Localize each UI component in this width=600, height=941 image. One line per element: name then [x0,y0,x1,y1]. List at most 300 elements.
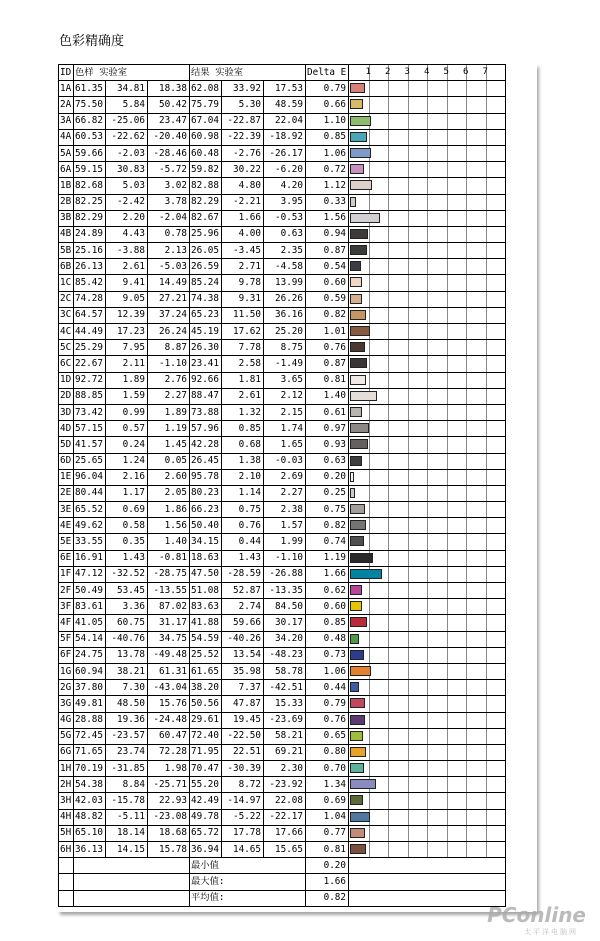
delta-e-value: 0.70 [306,761,349,777]
grid-line [408,324,409,339]
patch-id: 1A [59,81,74,97]
grid-line [486,761,487,776]
delta-e-bar [350,715,365,725]
grid-line [466,567,467,582]
delta-e-bar [350,698,365,708]
delta-e-value: 0.60 [306,599,349,615]
table-row [59,437,506,453]
grid-line [427,373,428,388]
grid-line [369,632,370,647]
delta-e-bar [350,213,380,223]
delta-e-bar [350,504,365,514]
grid-line [388,502,389,517]
sample-lab-value: 5.84 [106,97,148,113]
grid-line [388,324,389,339]
delta-e-value: 1.12 [306,178,349,194]
grid-line [486,308,487,323]
grid-line [466,259,467,274]
grid-line [369,275,370,290]
sample-lab-value: 49.81 [74,696,106,712]
sample-lab-value: 73.42 [74,404,106,420]
grid-line [427,162,428,177]
sample-lab-value: 37.24 [148,307,190,323]
sample-lab-value: -24.48 [148,712,190,728]
sample-lab-value: -1.10 [148,356,190,372]
delta-e-bar-cell [349,291,506,307]
grid-line [408,777,409,792]
grid-line [388,761,389,776]
delta-e-value: 1.04 [306,809,349,825]
grid-line [369,583,370,598]
delta-e-bar [350,795,363,805]
grid-line [408,146,409,161]
grid-line [447,227,448,242]
delta-e-value: 0.77 [306,825,349,841]
sample-lab-value: 0.78 [148,226,190,242]
grid-line [466,405,467,420]
delta-e-bar-cell [349,129,506,145]
grid-line [466,648,467,663]
delta-e-bar [350,375,366,385]
grid-line [408,114,409,129]
result-lab-value: -26.88 [264,566,306,582]
delta-e-bar-cell [349,615,506,631]
sample-lab-value: 8.84 [106,777,148,793]
grid-line [466,195,467,210]
result-lab-value: 49.78 [190,809,222,825]
grid-line [466,324,467,339]
grid-line [427,308,428,323]
sample-lab-value: 18.68 [148,825,190,841]
sample-lab-value: 60.75 [106,615,148,631]
result-lab-value: 69.21 [264,744,306,760]
grid-line [447,292,448,307]
sample-lab-value: 12.39 [106,307,148,323]
delta-e-value: 0.97 [306,421,349,437]
result-lab-value: 71.95 [190,744,222,760]
grid-line [466,421,467,436]
grid-line [486,696,487,711]
sample-lab-value: 25.29 [74,340,106,356]
result-lab-value: -6.20 [264,162,306,178]
patch-id: 2C [59,291,74,307]
grid-line [388,146,389,161]
sample-lab-value: -23.57 [106,728,148,744]
grid-line [408,292,409,307]
table-row [59,518,506,534]
grid-line [427,583,428,598]
grid-line [447,680,448,695]
grid-line [466,810,467,825]
grid-line [466,243,467,258]
sample-lab-value: 82.29 [74,210,106,226]
result-lab-value: -18.92 [264,129,306,145]
table-row [59,615,506,631]
result-lab-value: 4.80 [222,178,264,194]
patch-id: 1B [59,178,74,194]
grid-line [427,842,428,857]
grid-line [466,551,467,566]
grid-line [388,486,389,501]
grid-line [486,664,487,679]
result-lab-value: 54.59 [190,631,222,647]
table-row [59,696,506,712]
grid-line [408,518,409,533]
result-lab-value: 2.58 [222,356,264,372]
grid-line [408,486,409,501]
grid-line [486,534,487,549]
result-lab-value: 1.66 [222,210,264,226]
grid-line [466,454,467,469]
grid-line [427,486,428,501]
delta-e-bar-cell [349,550,506,566]
sample-lab-value: 74.28 [74,291,106,307]
grid-line [408,275,409,290]
grid-line [466,680,467,695]
result-lab-value: 2.10 [222,469,264,485]
patch-id: 6D [59,453,74,469]
delta-e-bar-cell [349,113,506,129]
grid-line [408,664,409,679]
patch-id: 5D [59,437,74,453]
delta-e-bar [350,99,363,109]
patch-id: 6A [59,162,74,178]
summary-value: 1.66 [306,874,349,890]
delta-e-bar-cell [349,744,506,760]
sample-lab-value: -2.42 [106,194,148,210]
grid-line [486,437,487,452]
grid-line [466,373,467,388]
grid-line [486,518,487,533]
result-lab-value: 60.48 [190,145,222,161]
grid-line [447,567,448,582]
sample-lab-value: 1.98 [148,761,190,777]
grid-line [427,389,428,404]
grid-line [427,259,428,274]
grid-line [466,81,467,96]
result-lab-value: 47.50 [190,566,222,582]
grid-line [486,243,487,258]
result-lab-value: 9.78 [222,275,264,291]
sample-lab-value: 28.88 [74,712,106,728]
grid-line [486,567,487,582]
sample-lab-value: 1.43 [106,550,148,566]
result-lab-value: 17.62 [222,324,264,340]
axis-tick-label: 6 [463,67,469,77]
grid-line [369,502,370,517]
grid-line [486,793,487,808]
table-row [59,388,506,404]
grid-line [466,615,467,630]
delta-e-value: 0.73 [306,647,349,663]
grid-line [388,713,389,728]
result-lab-value: 23.41 [190,356,222,372]
grid-line [466,777,467,792]
grid-line [408,454,409,469]
delta-e-value: 0.76 [306,340,349,356]
grid-line [427,551,428,566]
table-row [59,728,506,744]
grid-line [447,761,448,776]
grid-line [447,583,448,598]
header-result-lab: 结果 实验室 [190,65,306,81]
delta-e-bar-cell [349,599,506,615]
sample-lab-value: 44.49 [74,324,106,340]
result-lab-value: 72.40 [190,728,222,744]
grid-line [408,389,409,404]
result-lab-value: 7.78 [222,340,264,356]
sample-lab-value: 22.67 [74,356,106,372]
table-row [59,485,506,501]
delta-e-bar [350,164,364,174]
delta-e-value: 0.76 [306,712,349,728]
axis-tick-label: 3 [404,67,410,77]
table-row [59,97,506,113]
grid-line [447,373,448,388]
sample-lab-value: 37.80 [74,680,106,696]
sample-lab-value: 49.62 [74,518,106,534]
grid-line [427,114,428,129]
grid-line [486,146,487,161]
grid-line [466,356,467,371]
grid-line [388,243,389,258]
grid-line [388,842,389,857]
grid-line [486,777,487,792]
delta-e-bar [350,812,370,822]
sample-lab-value: 34.75 [148,631,190,647]
sample-lab-value: 9.05 [106,291,148,307]
sample-lab-value: 57.15 [74,421,106,437]
grid-line [369,680,370,695]
result-lab-value: 22.51 [222,744,264,760]
result-lab-value: 11.50 [222,307,264,323]
result-lab-value: -13.35 [264,583,306,599]
delta-e-bar-cell [349,97,506,113]
table-row [59,145,506,161]
delta-e-bar-cell [349,663,506,679]
delta-e-value: 1.66 [306,566,349,582]
patch-id: 2F [59,583,74,599]
grid-line [388,308,389,323]
patch-id: 3F [59,599,74,615]
summary-value: 0.82 [306,890,349,906]
delta-e-bar-cell [349,793,506,809]
delta-e-bar-cell [349,761,506,777]
delta-e-bar-cell [349,145,506,161]
result-lab-value: 80.23 [190,485,222,501]
result-lab-value: 26.26 [264,291,306,307]
table-row [59,631,506,647]
table-row [59,113,506,129]
grid-line [447,308,448,323]
grid-line [466,470,467,485]
sample-lab-value: 1.45 [148,437,190,453]
grid-line [369,615,370,630]
sample-lab-value: 1.86 [148,502,190,518]
grid-line [466,826,467,841]
result-lab-value: 34.20 [264,631,306,647]
grid-line [408,178,409,193]
sample-lab-value: 64.57 [74,307,106,323]
grid-line [466,130,467,145]
grid-line [369,842,370,857]
delta-e-bar-cell [349,566,506,582]
sample-lab-value: 1.56 [148,518,190,534]
grid-line [486,373,487,388]
summary-label: 平均值: [190,890,306,906]
grid-line [466,275,467,290]
patch-id: 5E [59,534,74,550]
grid-line [427,178,428,193]
grid-line [408,761,409,776]
table-row [59,469,506,485]
result-lab-value: 18.63 [190,550,222,566]
grid-line [369,599,370,614]
result-lab-value: -1.10 [264,550,306,566]
grid-line [486,178,487,193]
summary-blank [74,890,190,906]
result-lab-value: 13.99 [264,275,306,291]
delta-e-value: 1.06 [306,145,349,161]
delta-e-value: 0.79 [306,696,349,712]
grid-line [427,356,428,371]
result-lab-value: 48.59 [264,97,306,113]
summary-blank [59,890,74,906]
delta-e-value: 0.61 [306,404,349,420]
grid-line [466,664,467,679]
axis-tick-label: 4 [424,67,430,77]
patch-id: 2A [59,97,74,113]
grid-line [447,146,448,161]
grid-line [447,259,448,274]
patch-id: 5B [59,243,74,259]
grid-line [388,696,389,711]
grid-line [427,211,428,226]
table-row [59,453,506,469]
grid-line [388,373,389,388]
patch-id: 1D [59,372,74,388]
grid-line [466,486,467,501]
patch-id: 6F [59,647,74,663]
patch-id: 1E [59,469,74,485]
delta-e-bar-cell [349,502,506,518]
grid-line [466,146,467,161]
grid-line [388,454,389,469]
result-lab-value: -22.39 [222,129,264,145]
grid-line [486,486,487,501]
grid-line [486,583,487,598]
grid-line [388,389,389,404]
delta-e-value: 0.20 [306,469,349,485]
delta-e-bar-cell [349,728,506,744]
result-lab-value: -2.76 [222,145,264,161]
grid-line [486,292,487,307]
sample-lab-value: 1.24 [106,453,148,469]
grid-line [369,259,370,274]
grid-line [369,81,370,96]
grid-line [447,324,448,339]
grid-line [388,745,389,760]
delta-e-value: 0.62 [306,583,349,599]
grid-line [369,486,370,501]
grid-line [369,227,370,242]
result-lab-value: 51.08 [190,583,222,599]
grid-line [408,211,409,226]
patch-id: 4D [59,421,74,437]
sample-lab-value: -23.08 [148,809,190,825]
delta-e-bar-cell [349,453,506,469]
delta-e-bar-cell [349,647,506,663]
patch-id: 6B [59,259,74,275]
result-lab-value: 0.76 [222,518,264,534]
grid-line [408,259,409,274]
table-row [59,680,506,696]
grid-line [388,437,389,452]
result-lab-value: -0.03 [264,453,306,469]
sample-lab-value: 25.65 [74,453,106,469]
sample-lab-value: 54.38 [74,777,106,793]
result-lab-value: 92.66 [190,372,222,388]
result-lab-value: 36.94 [190,842,222,858]
sample-lab-value: 59.15 [74,162,106,178]
grid-line [427,275,428,290]
sample-lab-value: 9.41 [106,275,148,291]
grid-line [408,470,409,485]
grid-line [388,729,389,744]
sample-lab-value: 0.58 [106,518,148,534]
result-lab-value: 19.45 [222,712,264,728]
grid-line [369,292,370,307]
grid-line [447,696,448,711]
grid-line [408,793,409,808]
color-accuracy-table [58,64,506,907]
sample-lab-value: 75.50 [74,97,106,113]
delta-e-bar-cell [349,388,506,404]
grid-line [447,842,448,857]
sample-lab-value: 2.60 [148,469,190,485]
grid-line [486,826,487,841]
delta-e-bar-cell [349,777,506,793]
sample-lab-value: 13.78 [106,647,148,663]
grid-line [466,518,467,533]
result-lab-value: 17.66 [264,825,306,841]
result-lab-value: 66.23 [190,502,222,518]
grid-line [486,356,487,371]
grid-line [427,340,428,355]
result-lab-value: 42.49 [190,793,222,809]
grid-line [486,599,487,614]
delta-e-value: 0.81 [306,842,349,858]
patch-id: 5H [59,825,74,841]
grid-line [486,275,487,290]
grid-line [486,648,487,663]
grid-line [388,275,389,290]
grid-line [447,81,448,96]
delta-e-bar [350,439,368,449]
grid-line [447,195,448,210]
grid-line [369,454,370,469]
result-lab-value: 70.47 [190,761,222,777]
grid-line [466,713,467,728]
grid-line [447,793,448,808]
grid-line [486,162,487,177]
grid-line [486,810,487,825]
patch-id: 6H [59,842,74,858]
grid-line [427,195,428,210]
delta-e-bar [350,132,367,142]
grid-line [447,713,448,728]
sample-lab-value: 82.25 [74,194,106,210]
